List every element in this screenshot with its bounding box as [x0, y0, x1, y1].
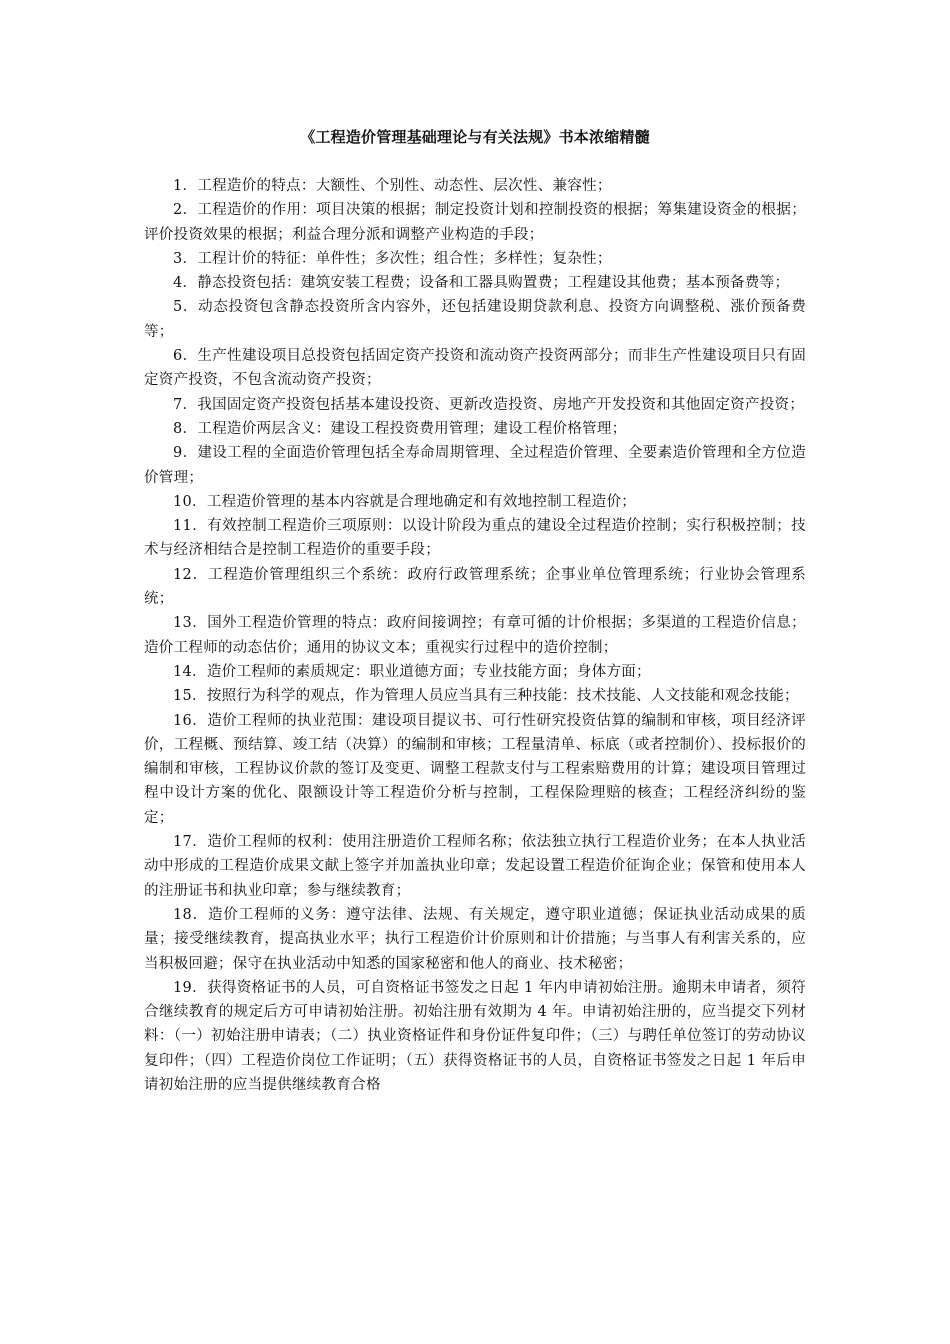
list-item: 1．工程造价的特点：大额性、个别性、动态性、层次性、兼容性；	[173, 178, 612, 194]
list-item: 12．工程造价管理组织三个系统：政府行政管理系统；企事业单位管理系统；行业协会管理系统；	[144, 566, 806, 608]
document-body	[144, 174, 806, 1097]
list-item: 19．获得资格证书的人员，可自资格证书签发之日起 1 年内申请初始注册。逾期未申请者，须符合继续教育的规定后方可申请初始注册。初始注册有效期为 4 年。申请初始注册的，应当提交下列材料：（一）初始注册申请表；（二）执业资格证件和身份证件复印件；（三）与聘任单位签订的劳动协议复印件；（四）工程造价岗位工作证明；（五）获得资格证书的人员，自资格证书签发之日起 1 年后申请初始注册的应当提供继续教育合格	[144, 979, 806, 1093]
list-item: 3．工程计价的特征：单件性；多次性；组合性；多样性；复杂性；	[173, 250, 612, 267]
document-title: 《工程造价管理基础理论与有关法规》书本浓缩精髓	[300, 128, 650, 146]
document-page	[144, 124, 806, 1097]
list-item: 14．造价工程师的素质规定：职业道德方面；专业技能方面；身体方面；	[173, 663, 651, 680]
list-item: 11．有效控制工程造价三项原则：以设计阶段为重点的建设全过程造价控制；实行积极控制；技术与经济相结合是控制工程造价的重要手段；	[144, 518, 806, 559]
list-item: 15．按照行为科学的观点，作为管理人员应当具有三种技能：技术技能、人文技能和观念技能；	[173, 688, 799, 705]
list-item: 6．生产性建设项目总投资包括固定资产投资和流动资产投资两部分；而非生产性建设项目只有固定资产投资，不包含流动资产投资；	[144, 348, 806, 389]
list-item: 18．造价工程师的义务：遵守法律、法规、有关规定，遵守职业道德；保证执业活动成果的质量；接受继续教育，提高执业水平；执行工程造价计价原则和计价措施；与当事人有利害关系的，应当积极回避；保守在执业活动中知悉的国家秘密和他人的商业、技术秘密；	[144, 906, 806, 972]
list-item: 4．静态投资包括：建筑安装工程费；设备和工器具购置费；工程建设其他费；基本预备费等；	[173, 275, 790, 292]
list-item: 2．工程造价的作用：项目决策的根据；制定投资计划和控制投资的根据；筹集建设资金的根据；评价投资效果的根据；利益合理分派和调整产业构造的手段；	[144, 202, 806, 243]
list-item: 9．建设工程的全面造价管理包括全寿命周期管理、全过程造价管理、全要素造价管理和全方位造价管理；	[144, 445, 806, 486]
list-item: 8．工程造价两层含义：建设工程投资费用管理；建设工程价格管理；	[173, 420, 627, 437]
list-item: 17．造价工程师的权利：使用注册造价工程师名称；依法独立执行工程造价业务；在本人执业活动中形成的工程造价成果文献上签字并加盖执业印章；发起设置工程造价征询企业；保管和使用本人的注册证书和执业印章；参与继续教育；	[144, 834, 806, 899]
list-item: 13．国外工程造价管理的特点：政府间接调控；有章可循的计价根据；多渠道的工程造价信息；造价工程师的动态估价；通用的协议文本；重视实行过程中的造价控制；	[144, 615, 806, 656]
list-item: 5．动态投资包含静态投资所含内容外，还包括建设期贷款利息、投资方向调整税、涨价预备费等；	[144, 299, 806, 340]
list-item: 10．工程造价管理的基本内容就是合理地确定和有效地控制工程造价；	[173, 493, 637, 510]
list-item: 16．造价工程师的执业范围：建设项目提议书、可行性研究投资估算的编制和审核，项目经济评价，工程概、预结算、竣工结（决算）的编制和审核；工程量清单、标底（或者控制价）、投标报价的编制和审核，工程协议价款的签订及变更、调整工程款支付与工程索赔费用的计算；建设项目管理过程中设计方案的优化、限额设计等工程造价分析与控制，工程保险理赔的核查；工程经济纠纷的鉴定；	[144, 712, 806, 826]
list-item: 7．我国固定资产投资包括基本建设投资、更新改造投资、房地产开发投资和其他固定资产投资；	[173, 396, 805, 413]
